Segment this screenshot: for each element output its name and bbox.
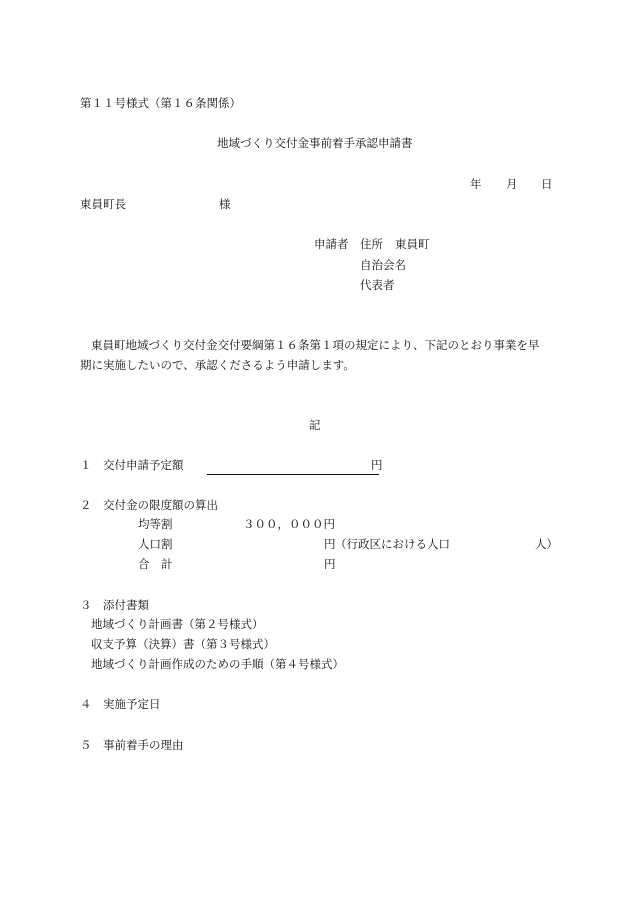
date-month: 月 bbox=[506, 177, 518, 191]
ki-heading: 記 bbox=[309, 418, 321, 432]
date-year: 年 bbox=[470, 177, 482, 191]
amount-underline bbox=[207, 474, 379, 475]
applicant-label: 申請者 bbox=[314, 237, 349, 251]
equal-share-label: 均等割 bbox=[138, 517, 173, 531]
attached-doc-1: 地域づくり計画書（第２号様式） bbox=[91, 617, 264, 631]
item-2-label: 交付金の限度額の算出 bbox=[103, 498, 218, 512]
representative-label: 代表者 bbox=[360, 278, 395, 292]
item-3-label: 添付書類 bbox=[103, 598, 149, 612]
total-label: 合 計 bbox=[138, 557, 173, 571]
address-label: 住所 bbox=[360, 237, 383, 251]
item-2-number: ２ bbox=[80, 498, 92, 512]
date-day: 日 bbox=[541, 177, 553, 191]
population-note-end: 人） bbox=[535, 537, 558, 551]
form-number: 第１１号様式（第１６条関係） bbox=[80, 96, 241, 110]
association-label: 自治会名 bbox=[360, 258, 406, 272]
attached-doc-2: 収支予算（決算）書（第３号様式） bbox=[91, 637, 275, 651]
addressee-name: 東員町長 bbox=[80, 197, 126, 211]
item-3-number: ３ bbox=[80, 598, 92, 612]
document-title: 地域づくり交付金事前着手承認申請書 bbox=[217, 136, 413, 150]
address-value: 東員町 bbox=[395, 237, 430, 251]
item-4-number: ４ bbox=[80, 697, 92, 711]
item-5-number: ５ bbox=[80, 738, 92, 752]
item-1-label: 交付申請予定額 bbox=[103, 458, 184, 472]
item-5-label: 事前着手の理由 bbox=[103, 738, 184, 752]
item-4-label: 実施予定日 bbox=[103, 697, 161, 711]
addressee-honorific: 様 bbox=[219, 197, 231, 211]
item-1-unit: 円 bbox=[371, 458, 383, 472]
body-line-1: 東員町地域づくり交付金交付要綱第１６条第１項の規定により、下記のとおり事業を早 bbox=[91, 338, 540, 352]
item-1-number: １ bbox=[80, 458, 92, 472]
body-line-2: 期に実施したいので、承認くださるよう申請します。 bbox=[80, 358, 355, 372]
total-unit: 円 bbox=[324, 557, 336, 571]
equal-share-value: ３００，０００円 bbox=[243, 517, 335, 531]
attached-doc-3: 地域づくり計画作成のための手順（第４号様式） bbox=[91, 657, 344, 671]
population-share-unit: 円 bbox=[324, 537, 336, 551]
population-share-label: 人口割 bbox=[138, 537, 173, 551]
population-note: （行政区における人口 bbox=[335, 537, 450, 551]
